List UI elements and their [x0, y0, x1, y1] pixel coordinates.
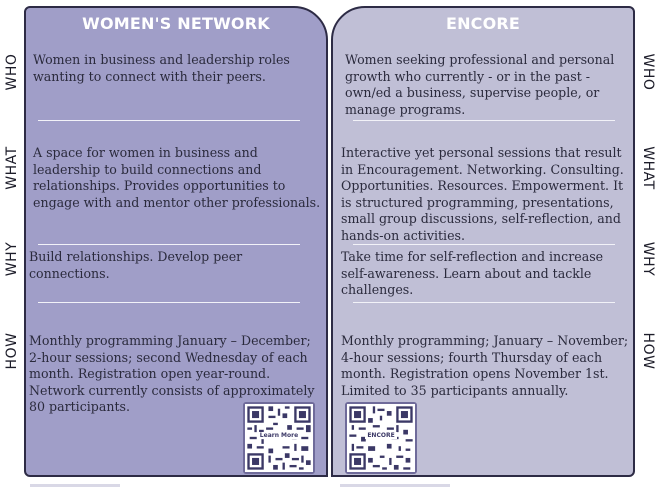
divider — [353, 244, 615, 245]
row-label-who-right: WHO — [640, 53, 656, 91]
footer-decoration — [30, 484, 120, 487]
encore-who-text: Women seeking professional and personal growth who currently - or in the past - own/ed a business, supervise people, or manage programs. — [345, 52, 615, 117]
encore-how-text: Monthly programming; January – November; 4-hour sessions; fourth Thursday of each month. Registration opens November 1st. Limited to 35 participants annually. — [341, 333, 629, 398]
womens-network-how-text: Monthly programming January – December; 2-hour sessions; second Wednesday of each month. Registration open year-round. Network currently consists of approximately 80 participants. — [29, 333, 315, 415]
row-label-why-right: WHY — [640, 241, 656, 277]
divider — [353, 120, 615, 121]
womens-network-qr-label: Learn More — [259, 432, 299, 439]
womens-network-qr-code[interactable] — [243, 402, 315, 474]
womens-network-title: WOMEN'S NETWORK — [82, 14, 270, 33]
row-label-how-left: HOW — [4, 332, 20, 370]
womens-network-who-text: Women in business and leadership roles wanting to connect with their peers. — [33, 52, 290, 84]
womens-network-why-text: Build relationships. Develop peer connections. — [29, 249, 243, 281]
encore-what-text: Interactive yet personal sessions that result in Encouragement. Networking. Consulting. Opportunities. Resources. Empowerment. It is structured programming, presentations, small group discussions, self-reflection, and hands-on activities. — [341, 145, 624, 243]
row-label-what-right: WHAT — [640, 146, 656, 190]
encore-title: ENCORE — [445, 14, 521, 33]
encore-panel — [331, 6, 635, 477]
row-label-who-left: WHO — [4, 53, 20, 91]
divider — [353, 302, 615, 303]
row-label-what-left: WHAT — [4, 146, 20, 190]
divider — [38, 244, 300, 245]
row-label-why-left: WHY — [4, 241, 20, 277]
womens-network-panel — [24, 6, 328, 477]
encore-qr-label: ENCORE — [367, 432, 395, 439]
womens-network-what-text: A space for women in business and leadership to build connections and relationships. Provides opportunities to engage with and mentor other professionals. — [33, 145, 321, 210]
divider — [38, 302, 300, 303]
encore-why-text: Take time for self-reflection and increase self-awareness. Learn about and tackle challenges. — [341, 249, 604, 298]
row-label-how-right: HOW — [640, 332, 656, 370]
encore-qr-code[interactable] — [345, 402, 417, 474]
divider — [38, 120, 300, 121]
footer-decoration — [340, 484, 450, 487]
